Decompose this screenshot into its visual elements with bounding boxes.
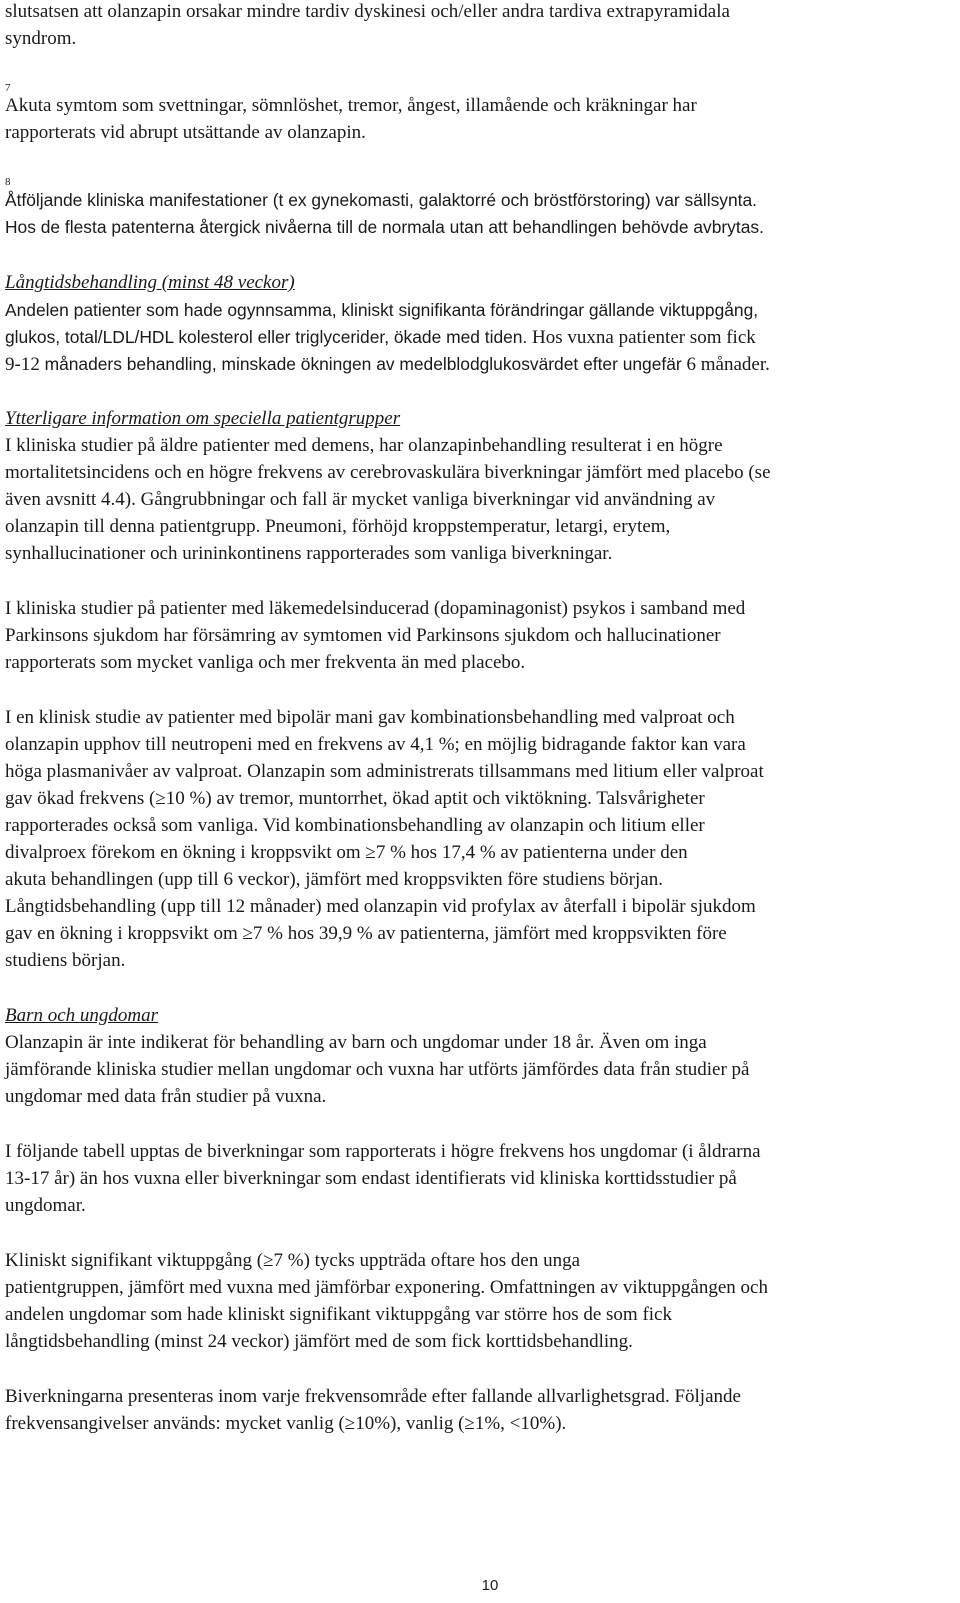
paragraph-line: höga plasmanivåer av valproat. Olanzapin som administrerats tillsammans med litium eller valproat [5,761,764,782]
paragraph-line: Parkinsons sjukdom har försämring av symtomen vid Parkinsons sjukdom och hallucinationer [5,625,721,646]
section-heading: Långtidsbehandling (minst 48 veckor) [5,272,295,293]
paragraph-line: gav en ökning i kroppsvikt om ≥7 % hos 39,9 % av patienterna, jämfört med kroppsvikten före [5,923,727,944]
paragraph-line: patientgruppen, jämfört med vuxna med jämförbar exponering. Omfattningen av viktuppgången och [5,1277,768,1298]
paragraph-line: Hos de flesta patenterna återgick nivåerna till de normala utan att behandlingen behövde avbrytas. [5,217,764,237]
paragraph-line: Åtföljande kliniska manifestationer (t ex gynekomasti, galaktorré och bröstförstoring) var sällsynta. [5,190,758,210]
paragraph-line: Akuta symtom som svettningar, sömnlöshet, tremor, ångest, illamående och kräkningar har [5,95,697,116]
footnote-marker: 8 [5,176,11,188]
paragraph-line: även avsnitt 4.4). Gångrubbningar och fall är mycket vanliga biverkningar vid användning av [5,489,716,510]
paragraph-line: frekvensangivelser används: mycket vanlig (≥10%), vanlig (≥1%, <10%). [5,1413,567,1434]
footnote-marker: 7 [5,82,11,94]
paragraph-line: mortalitetsincidens och en högre frekvens av cerebrovaskulära biverkningar jämfört med placebo (se [5,462,771,483]
paragraph-line: glukos, total/LDL/HDL kolesterol eller triglycerider, ökade med tiden. Hos vuxna patienter som fick [5,327,756,348]
line-fragment: glukos, total/LDL/HDL kolesterol eller triglycerider, ökade med tiden. [5,327,528,347]
paragraph-line: I kliniska studier på patienter med läkemedelsinducerad (dopaminagonist) psykos i samband med [5,598,746,619]
paragraph-line: Andelen patienter som hade ogynnsamma, kliniskt signifikanta förändringar gällande viktuppgång, [5,300,759,320]
paragraph-line: jämförande kliniska studier mellan ungdomar och vuxna har utförts jämfördes data från studier på [5,1059,750,1080]
paragraph-line: I en klinisk studie av patienter med bipolär mani gav kombinationsbehandling med valproat och [5,707,735,728]
paragraph-line: långtidsbehandling (minst 24 veckor) jämfört med de som fick korttidsbehandling. [5,1331,633,1352]
paragraph-line: rapporterades också som vanliga. Vid kombinationsbehandling av olanzapin och litium eller [5,815,705,836]
paragraph-line: studiens början. [5,950,126,971]
page-number: 10 [481,1577,499,1594]
paragraph-line: ungdomar. [5,1195,86,1216]
paragraph-line: I följande tabell upptas de biverkningar som rapporterats i högre frekvens hos ungdomar (i åldrarna [5,1141,761,1162]
paragraph-line: akuta behandlingen (upp till 6 veckor), jämfört med kroppsvikten före studiens början. [5,869,663,890]
paragraph-line: syndrom. [5,28,77,49]
paragraph-line: divalproex förekom en ökning i kroppsvikt om ≥7 % hos 17,4 % av patienterna under den [5,842,688,863]
paragraph-line: olanzapin till denna patientgrupp. Pneumoni, förhöjd kroppstemperatur, letargi, erytem, [5,516,671,537]
paragraph-line: synhallucinationer och urininkontinens rapporterades som vanliga biverkningar. [5,543,613,564]
paragraph-line: slutsatsen att olanzapin orsakar mindre tardiv dyskinesi och/eller andra tardiva extrapyramidala [5,1,730,22]
paragraph-line: rapporterats vid abrupt utsättande av olanzapin. [5,122,366,143]
line-fragment: 6 månader. [686,354,770,375]
paragraph-line [5,353,770,376]
paragraph-line: gav ökad frekvens (≥10 %) av tremor, muntorrhet, ökad aptit och viktökning. Talsvårigheter [5,788,705,809]
paragraph-line: Kliniskt signifikant viktuppgång (≥7 %) tycks uppträda oftare hos den unga [5,1250,581,1271]
line-fragment: månaders behandling, minskade ökningen av medelblodglukosvärdet efter ungefär [44,354,687,374]
line-fragment: 9-12 [5,354,45,375]
paragraph-line: 13-17 år) än hos vuxna eller biverkningar som endast identifierats vid kliniska korttidsstudier på [5,1168,737,1189]
paragraph-line: andelen ungdomar som hade kliniskt signifikant viktuppgång var större hos de som fick [5,1304,672,1325]
paragraph-line: I kliniska studier på äldre patienter med demens, har olanzapinbehandling resulterat i en högre [5,435,723,456]
paragraph-line: Olanzapin är inte indikerat för behandling av barn och ungdomar under 18 år. Även om inga [5,1032,707,1053]
paragraph-line: Långtidsbehandling (upp till 12 månader) med olanzapin vid profylax av återfall i bipolär sjukdom [5,896,756,917]
section-heading: Barn och ungdomar [5,1005,159,1026]
paragraph-line: rapporterats som mycket vanliga och mer frekventa än med placebo. [5,652,526,673]
paragraph-line: ungdomar med data från studier på vuxna. [5,1086,327,1107]
section-heading: Ytterligare information om speciella patientgrupper [5,408,401,429]
paragraph-line: Biverkningarna presenteras inom varje frekvensområde efter fallande allvarlighetsgrad. Följande [5,1386,741,1407]
paragraph-line: olanzapin upphov till neutropeni med en frekvens av 4,1 %; en möjlig bidragande faktor kan vara [5,734,746,755]
